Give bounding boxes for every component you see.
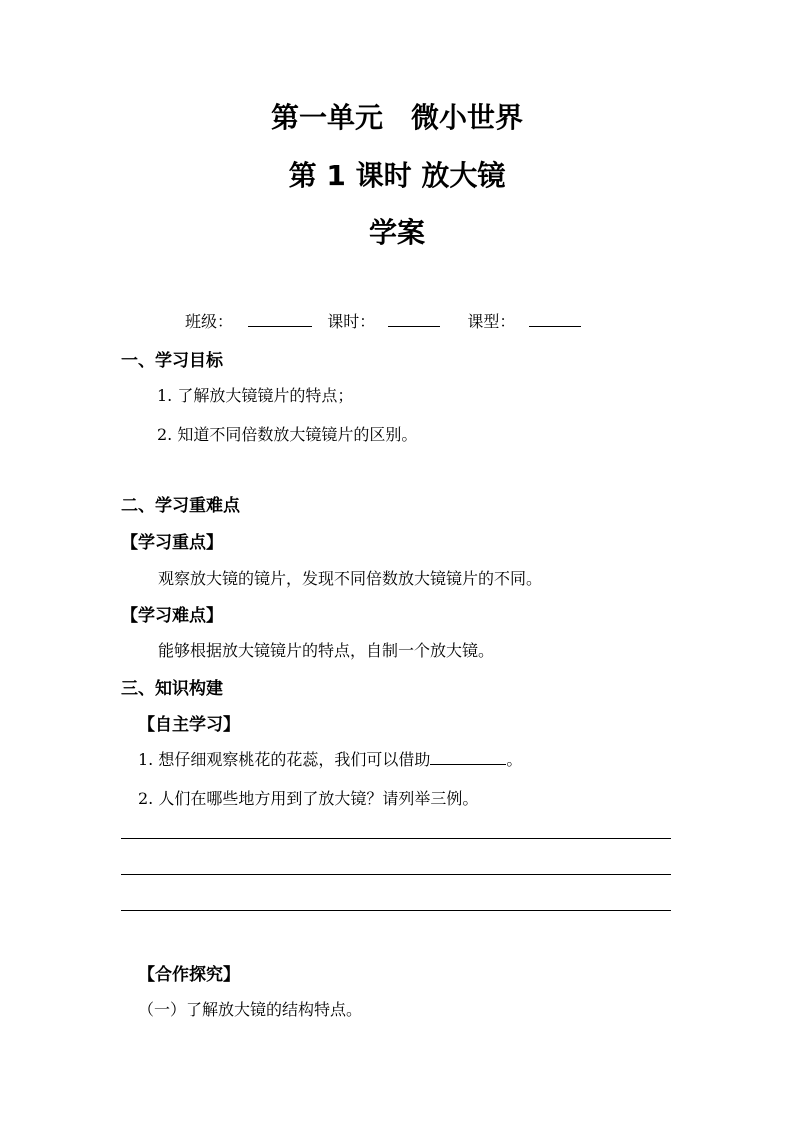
key-point-text: 观察放大镜的镜片，发现不同倍数放大镜镜片的不同。: [158, 569, 543, 588]
section3-heading: 三、知识构建: [121, 679, 223, 699]
key-point-label: 【学习重点】: [121, 533, 223, 553]
question-1: [138, 747, 522, 770]
lesson-title: 第 1 课时 放大镜: [288, 159, 506, 192]
doc-type-title: 学案: [368, 216, 425, 249]
difficulty-label: 【学习难点】: [121, 606, 223, 626]
period-label: 课时：: [327, 312, 376, 331]
question-1-end: 。: [506, 750, 523, 769]
question-1-text: 1. 想仔细观察桃花的花蕊，我们可以借助: [138, 750, 431, 769]
question-1-blank[interactable]: [430, 748, 506, 765]
answer-line-3[interactable]: [121, 910, 671, 911]
type-label: 课型：: [467, 312, 516, 331]
self-study-label: 【自主学习】: [138, 715, 240, 735]
objective-item-2: 2. 知道不同倍数放大镜镜片的区别。: [157, 425, 418, 444]
coop-label: 【合作探究】: [138, 965, 240, 985]
question-2: 2. 人们在哪些地方用到了放大镜？请列举三例。: [138, 789, 479, 808]
coop-item-1: （一）了解放大镜的结构特点。: [138, 1000, 363, 1019]
answer-line-2[interactable]: [121, 874, 671, 875]
class-label: 班级：: [185, 312, 234, 331]
section2-heading: 二、学习重难点: [121, 496, 240, 516]
type-blank[interactable]: [529, 310, 581, 327]
difficulty-text: 能够根据放大镜镜片的特点，自制一个放大镜。: [158, 641, 495, 660]
objective-item-1: 1. 了解放大镜镜片的特点；: [157, 386, 354, 405]
class-blank[interactable]: [248, 310, 312, 327]
period-blank[interactable]: [388, 310, 440, 327]
answer-line-1[interactable]: [121, 838, 671, 839]
section1-heading: 一、学习目标: [121, 351, 223, 371]
info-row: [185, 309, 581, 332]
unit-title: 第一单元 微小世界: [270, 101, 523, 134]
